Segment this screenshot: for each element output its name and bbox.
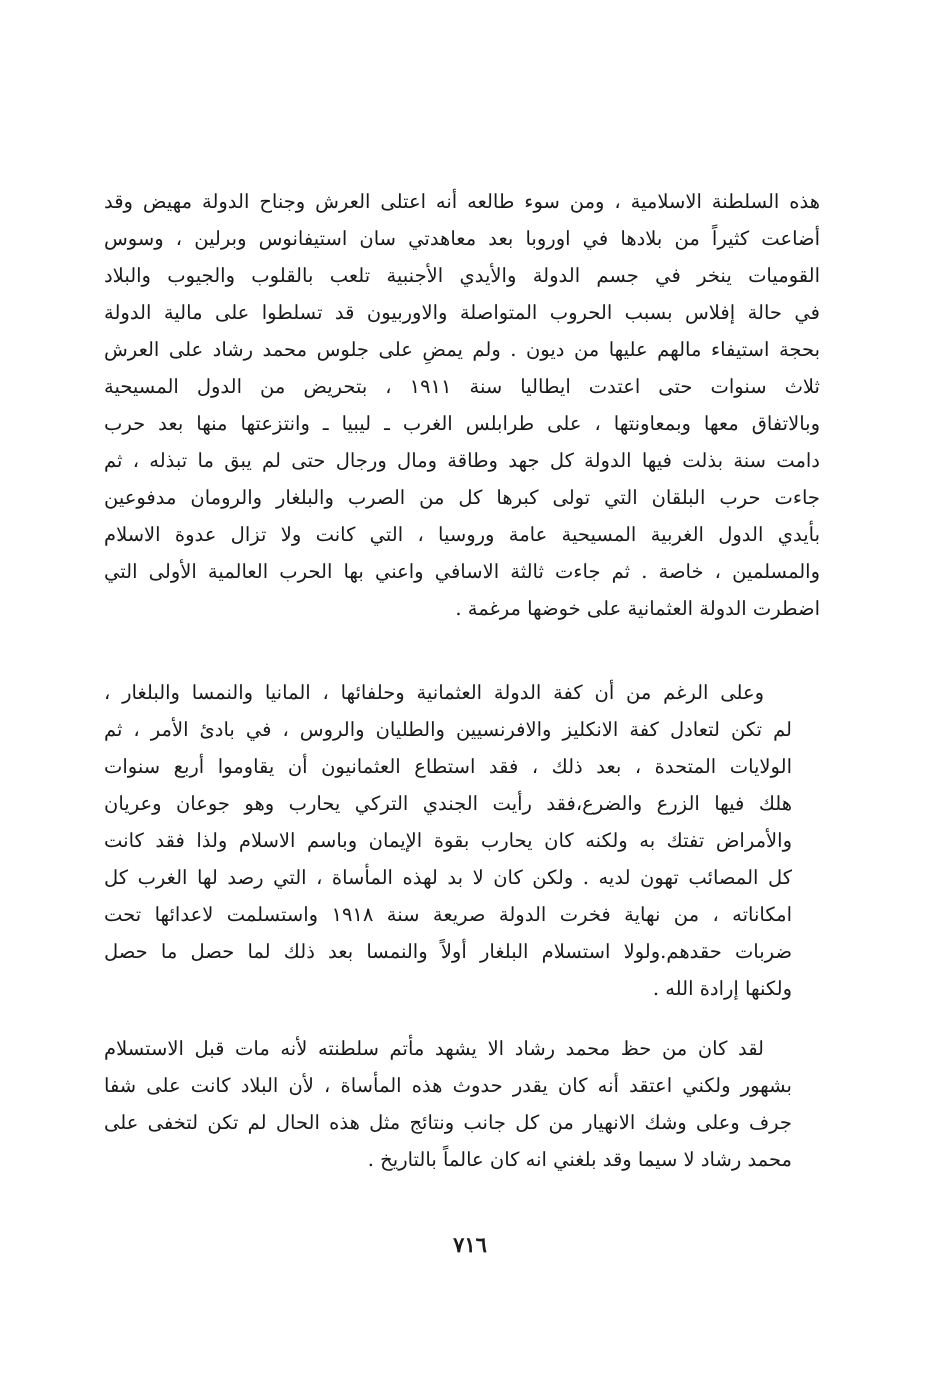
text-line: بحجة استيفاء مالهم عليها من ديون . ولم يمضِ على جلوس محمد رشاد على العرش [104,338,820,361]
text-line: هلك فيها الزرع والضرع،فقد رأيت الجندي التركي يحارب وهو جوعان وعريان [104,792,792,815]
text-line: وبالاتفاق معها وبمعاونتها ، على طرابلس الغرب ـ ليبيا ـ وانتزعتها منها بعد حرب [104,412,820,435]
text-line: في حالة إفلاس بسبب الحروب المتواصلة والاوربيون قد تسلطوا على مالية الدولة [104,301,820,324]
text-line: ثلاث سنوات حتى اعتدت ايطاليا سنة ١٩١١ ، بتحريض من الدول المسيحية [104,375,820,398]
text-line: لقد كان من حظ محمد رشاد الا يشهد مأتم سلطنته لأنه مات قبل الاستسلام [104,1037,764,1060]
text-line: كل المصائب تهون لديه . ولكن كان لا بد لهذه المأساة ، التي رصد لها الغرب كل [104,866,792,889]
text-line: محمد رشاد لا سيما وقد بلغني انه كان عالماً بالتاريخ . [367,1148,792,1171]
text-line: الولايات المتحدة ، بعد ذلك ، فقد استطاع العثمانيون أن يقاوموا أربع سنوات [104,755,792,778]
text-line: ولكنها إرادة الله . [652,977,792,1000]
text-line: دامت سنة بذلت فيها الدولة كل جهد وطاقة ومال ورجال حتى لم يبق ما تبذله ، ثم [104,449,820,472]
text-line: بأيدي الدول الغربية المسيحية عامة وروسيا ، التي كانت ولا تزال عدوة الاسلام [104,523,820,546]
text-line: القوميات ينخر في جسم الدولة والأيدي الأجنبية تلعب بالقلوب والجيوب والبلاد [104,264,820,287]
text-line: جرف وعلى وشك الانهيار من كل جانب ونتائج مثل هذه الحال لم تكن لتخفى على [104,1111,792,1134]
paragraph-2 [104,674,820,1007]
text-line: وعلى الرغم من أن كفة الدولة العثمانية وحلفائها ، المانيا والنمسا والبلغار ، [104,681,764,704]
text-line: جاءت حرب البلقان التي تولى كبرها كل من الصرب والبلغار والرومان مدفوعين [104,486,820,509]
text-line: والمسلمين ، خاصة . ثم جاءت ثالثة الاسافي واعني بها الحرب العالمية الأولى التي [104,560,820,583]
paragraph-1 [104,183,820,627]
text-line: امكاناته ، من نهاية فخرت الدولة صريعة سنة ١٩١٨ واستسلمت لاعدائها تحت [104,903,792,926]
text-line: اضطرت الدولة العثمانية على خوضها مرغمة . [455,597,820,620]
page-number: ٧١٦ [453,1232,487,1257]
paragraph-3 [104,1030,820,1178]
text-line: لم تكن لتعادل كفة الانكليز والافرنسيين والطليان والروس ، في بادئ الأمر ، ثم [104,718,792,741]
text-line: هذه السلطنة الاسلامية ، ومن سوء طالعه أنه اعتلى العرش وجناح الدولة مهيض وقد [104,190,820,213]
text-line: أضاعت كثيراً من بلادها في اوروبا بعد معاهدتي سان استيفانوس وبرلين ، وسوس [104,227,820,250]
text-line: ضربات حقدهم.ولولا استسلام البلغار أولاً والنمسا بعد ذلك لما حصل ما حصل [104,940,792,963]
text-line: والأمراض تفتك به ولكنه كان يحارب بقوة الإيمان وباسم الاسلام ولذا فقد كانت [104,829,792,852]
text-line: بشهور ولكني اعتقد أنه كان يقدر حدوث هذه المأساة ، لأن البلاد كانت على شفا [104,1074,792,1097]
